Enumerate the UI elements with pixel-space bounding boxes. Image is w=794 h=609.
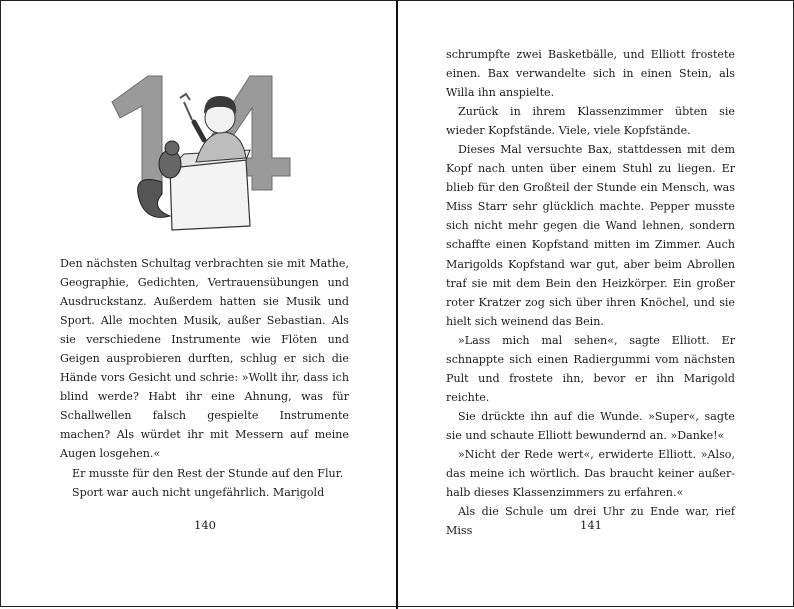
right-paragraph: schrumpfte zwei Basketbälle, und Elliott frostete einen. Bax verwandelte sich in einen Stein, als Willa ihn anspielte. (446, 48, 735, 100)
right-paragraph: »Nicht der Rede wert«, erwiderte Elliott. »Also, das meine ich wörtlich. Das braucht keiner außerhalb dieses Klassenzimmers zu erfahren.« (446, 447, 735, 500)
right-paragraph: Sie drückte ihn auf die Wunde. »Super«, sagte sie und schaute Elliott bewundernd an. »Danke!« (446, 409, 735, 442)
left-paragraph: Er musste für den Rest der Stunde auf den Flur. (72, 466, 344, 480)
left-paragraph: Den nächsten Schultag verbrachten sie mit Mathe, Geographie, Gedichten, Vertrauensübungen und Ausdruckstanz. Außerdem hatten sie Musik und Sport. Alle mochten Musik, außer Sebastian. Als sie verschiedene Instrumente wie Flöten und Geigen ausprobieren durften, schlug er sich die Hände vors Gesicht und schrie: »Wollt ihr, dass ich blind werde? Habt ihr eine Ahnung, was für Schallwellen falsch gespielte Instrumente machen? Als würdet ihr mit Messern auf meine Augen losgehen.« (60, 257, 349, 461)
right-paragraph: Zurück in ihrem Klassenzimmer übten sie wieder Kopfstände. Viele, viele Kopfstände. (446, 105, 735, 138)
page-number-left: 140 (194, 518, 216, 532)
left-page-text (60, 254, 349, 502)
wrench (180, 94, 192, 120)
page-number-right: 141 (580, 518, 602, 532)
page-gutter (396, 0, 398, 609)
squirrel-tail (138, 180, 170, 218)
chapter-illustration (100, 62, 300, 232)
right-page-text (446, 45, 735, 540)
cardboard-box (170, 160, 250, 230)
right-paragraph: Dieses Mal versuchte Bax, stattdessen mit dem Kopf nach unten über einem Stuhl zu liegen. Er blieb für den Großteil der Stunde ein Mensch, was Miss Starr sehr glücklich machte. Pepper musste sich nicht mehr gegen die Wand lehnen, sondern schaffte einen Kopfstand mitten im Zimmer. Auch Marigolds Kopfstand war gut, aber beim Abrollen traf sie mit dem Bein den Heizkörper. Ein großer roter Kratzer zog sich über ihren Knöchel, und sie hielt sich weinend das Bein. (446, 143, 735, 328)
numeral-one-shape (112, 76, 162, 190)
left-paragraph: Sport war auch nicht ungefährlich. Marigold (72, 485, 325, 499)
right-paragraph: »Lass mich mal sehen«, sagte Elliott. Er schnappte sich einen Radiergummi vom nächsten Pult und frostete ihn, bevor er ihn Marigold reichte. (446, 333, 735, 404)
right-paragraph: Als die Schule um drei Uhr zu Ende war, rief Miss (446, 505, 735, 538)
squirrel-head (165, 141, 179, 155)
